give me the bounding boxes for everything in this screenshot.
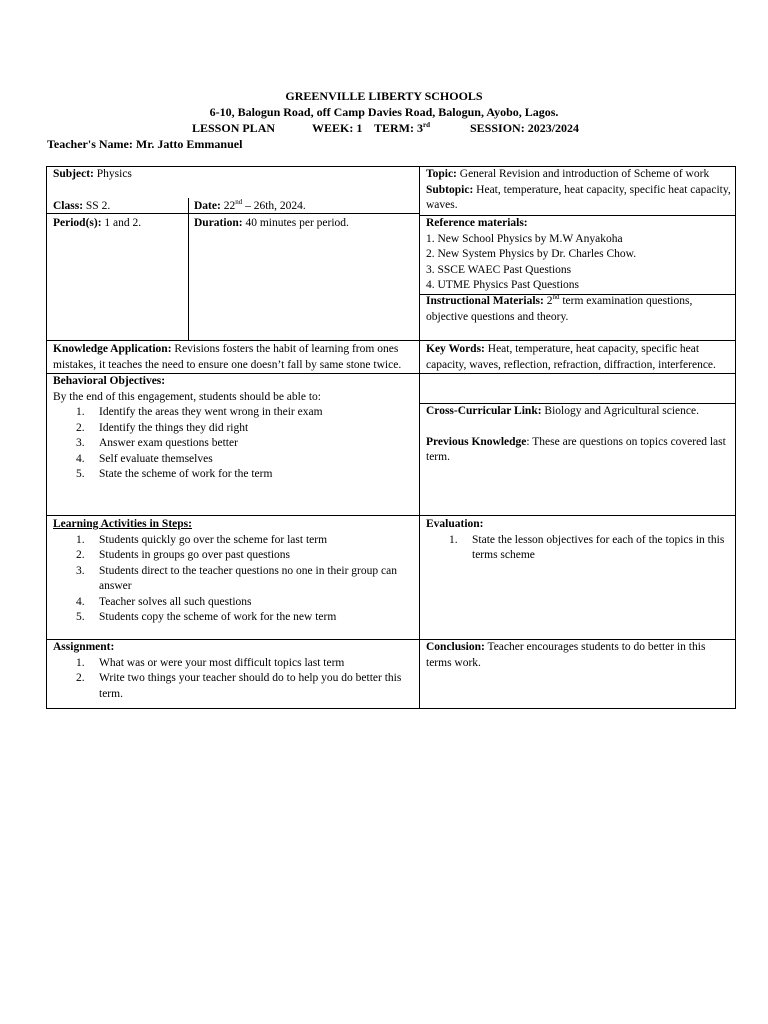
topic-value: General Revision and introduction of Scheme of work — [459, 168, 710, 180]
reference-item: 4. UTME Physics Past Questions — [426, 279, 580, 291]
date-label: Date: — [194, 200, 221, 212]
assignment-list — [53, 656, 413, 703]
behavioral-objectives-list — [53, 405, 413, 483]
periods-value: 1 and 2. — [104, 217, 142, 229]
cross-curricular-cell — [426, 404, 731, 466]
list-item: 4. Self evaluate themselves — [76, 452, 213, 465]
evaluation-list — [426, 533, 731, 564]
list-item: 1. State the lesson objectives for each of the topics in this terms scheme — [449, 533, 725, 561]
periods-cell — [53, 216, 183, 232]
key-words-value: Heat, temperature, heat capacity, specific heat capacity, waves, reflection, refraction, diffraction, interference. — [426, 343, 716, 371]
learning-activities-label: Learning Activities in Steps: — [53, 518, 192, 530]
instructional-value: 2nd term examination questions, objective questions and theory. — [426, 293, 693, 323]
key-words-label: Key Words: — [426, 343, 485, 355]
class-cell — [53, 199, 183, 215]
subject-value: Physics — [96, 168, 132, 180]
school-name: GREENVILLE LIBERTY SCHOOLS — [285, 89, 483, 103]
conclusion-cell — [426, 640, 731, 671]
list-item: 5. Students copy the scheme of work for the new term — [76, 611, 337, 623]
list-item: 3. Answer exam questions better — [76, 437, 238, 449]
subject-label: Subject: — [53, 168, 94, 180]
subtopic-value: Heat, temperature, heat capacity, specific heat capacity, waves. — [426, 183, 731, 211]
term-label: TERM: 3rd — [374, 121, 430, 135]
knowledge-application-value: Revisions fosters the habit of learning from ones mistakes, it teaches the need to ensure one doesn’t fall by same stone twice. — [53, 343, 402, 371]
list-item: 3. Students direct to the teacher questions no one in their group can answer — [76, 564, 397, 592]
evaluation-cell — [426, 517, 731, 564]
knowledge-application-cell — [53, 342, 413, 373]
duration-label: Duration: — [194, 217, 243, 229]
subject-cell — [53, 167, 413, 183]
class-label: Class: — [53, 200, 84, 212]
cross-curricular-value: Biology and Agricultural science. — [544, 405, 699, 417]
previous-knowledge-value: : These are questions on topics covered last term. — [426, 435, 726, 463]
doc-type: LESSON PLAN — [192, 121, 276, 135]
evaluation-label: Evaluation: — [426, 518, 484, 530]
duration-cell — [194, 216, 414, 232]
periods-label: Period(s): — [53, 217, 102, 229]
list-item: 4. Teacher solves all such questions — [76, 595, 252, 608]
list-item: 5. State the scheme of work for the term — [76, 468, 273, 480]
list-item: 2. Students in groups go over past questions — [76, 549, 291, 561]
behavioral-objectives-cell — [53, 374, 413, 483]
list-item: 1. Identify the areas they went wrong in their exam — [76, 406, 323, 418]
knowledge-application-label: Knowledge Application: — [53, 343, 172, 355]
week-label: WEEK: 1 — [312, 121, 363, 135]
list-item: 1. Students quickly go over the scheme for last term — [76, 533, 328, 546]
behavioral-objectives-intro: By the end of this engagement, students should be able to: — [53, 390, 321, 403]
class-value: SS 2. — [85, 200, 111, 212]
instructional-cell — [426, 294, 731, 325]
topic-cell — [426, 167, 731, 214]
subtopic-label: Subtopic: — [426, 183, 474, 196]
list-item: 1. What was or were your most difficult topics last term — [76, 656, 345, 669]
assignment-label: Assignment: — [53, 641, 115, 653]
reference-cell — [426, 216, 731, 294]
date-value: 22nd – 26th, 2024. — [223, 198, 306, 212]
behavioral-objectives-label: Behavioral Objectives: — [53, 375, 166, 387]
topic-label: Topic: — [426, 168, 457, 180]
cross-curricular-label: Cross-Curricular Link: — [426, 405, 542, 417]
reference-item: 2. New System Physics by Dr. Charles Chow. — [426, 248, 637, 260]
session-label: SESSION: 2023/2024 — [470, 121, 580, 135]
learning-activities-list — [53, 533, 413, 626]
reference-item: 1. New School Physics by M.W Anyakoha — [426, 232, 623, 245]
learning-activities-cell — [53, 517, 413, 626]
assignment-cell — [53, 640, 413, 702]
list-item: 2. Identify the things they did right — [76, 421, 249, 434]
date-cell — [194, 199, 414, 215]
teacher-name: Teacher's Name: Mr. Jatto Emmanuel — [47, 137, 243, 151]
school-address: 6-10, Balogun Road, off Camp Davies Road, Balogun, Ayobo, Lagos. — [209, 105, 559, 119]
conclusion-value: Teacher encourages students to do better in this terms work. — [426, 641, 706, 669]
reference-label: Reference materials: — [426, 217, 528, 229]
conclusion-label: Conclusion: — [426, 641, 485, 653]
duration-value: 40 minutes per period. — [245, 217, 349, 229]
list-item: 2. Write two things your teacher should do to help you do better this term. — [76, 672, 402, 700]
reference-item: 3. SSCE WAEC Past Questions — [426, 263, 572, 276]
instructional-label: Instructional Materials: — [426, 295, 544, 307]
key-words-cell — [426, 342, 731, 373]
previous-knowledge-label: Previous Knowledge — [426, 435, 527, 448]
